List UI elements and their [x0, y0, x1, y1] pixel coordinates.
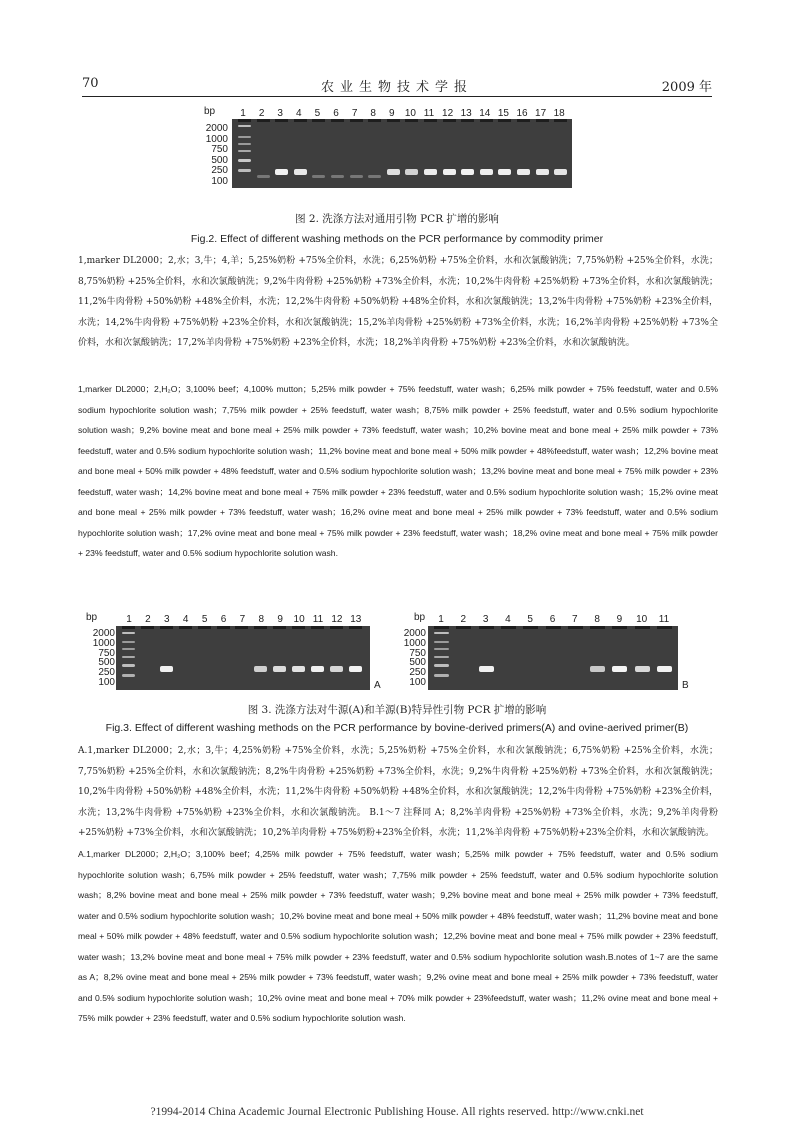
fig3a-well — [160, 626, 173, 629]
fig3b-band — [635, 666, 650, 672]
fig3b-bp-500: 500 — [409, 657, 426, 669]
fig3b-lane-6: 6 — [549, 614, 556, 625]
fig3b-well — [612, 626, 627, 629]
fig3b-bp-label: bp — [414, 612, 426, 623]
fig2-bp-2000: 2000 — [205, 123, 228, 134]
fig3b-band — [434, 632, 449, 634]
fig3a-well — [217, 626, 230, 629]
fig3b-band — [479, 666, 494, 672]
fig3b-band — [590, 666, 605, 672]
fig3a-lane-8: 8 — [258, 614, 265, 625]
fig3b-well — [568, 626, 583, 629]
fig3b-well — [635, 626, 650, 629]
fig3b-well — [501, 626, 516, 629]
fig3b-lane-9: 9 — [616, 614, 623, 625]
fig3b-well — [590, 626, 605, 629]
fig3a-panel-letter: A — [374, 680, 381, 691]
running-header — [82, 76, 712, 96]
fig2-well — [387, 119, 400, 122]
page-number: 70 — [82, 76, 99, 91]
fig3-legend-cn: A.1,marker DL2000；2,水；3,牛；4,25%奶粉 +75%全价料，水洗；5,25%奶粉 +75%全价料，水和次氯酸钠洗；6,75%奶粉 +25%全价料，水洗；7,75%奶粉 +25%全价料，水和次氯酸钠洗；8,2%牛肉骨粉 +25%奶粉 +73%全价料，水洗；9,2%牛肉骨粉 +25%奶粉 +73%全价料，水和次氯酸钠洗；10,2%牛肉骨粉 +50%奶粉 +48%全价料，水洗；11,2%牛肉骨粉 +50%奶粉 +48%全价料，水和次氯酸钠洗；12,2%牛肉骨粉 +75%奶粉 +23%全价料，水洗；13,2%牛肉骨粉 +75%奶粉 +23%全价料，水和次氯酸钠洗。 B.1～7 注释同 A；8,2%羊肉骨粉 +25%奶粉 +73%全价料，水洗；9,2%羊肉骨粉 +25%奶粉 +73%全价料，水和次氯酸钠洗；10,2%羊肉骨粉 +75%奶粉+23%全价料，水洗；11,2%羊肉骨粉 +75%奶粉+23%全价料，水和次氯酸钠洗。 — [78, 746, 718, 838]
fig2-band — [405, 169, 418, 175]
fig2-band — [536, 169, 549, 175]
fig3b-lane-1: 1 — [438, 614, 444, 625]
fig2-lane-10: 10 — [404, 108, 416, 119]
fig3a-lane-9: 9 — [277, 614, 283, 625]
fig3a-lane-6: 6 — [220, 614, 227, 625]
fig2-bp-100: 100 — [211, 176, 228, 187]
fig2-well — [257, 119, 270, 122]
fig3a-lane-4: 4 — [182, 614, 189, 625]
fig2-band — [257, 175, 270, 178]
fig2-lane-17: 17 — [535, 108, 547, 119]
fig3a-well — [235, 626, 248, 629]
fig2-band — [238, 169, 251, 172]
fig2-well — [294, 119, 307, 122]
fig2-well — [536, 119, 549, 122]
fig2-bp-250: 250 — [211, 165, 228, 177]
fig3b-lane-5: 5 — [527, 614, 533, 625]
fig3-caption-en: Fig.3. Effect of different washing methods on the PCR performance by bovine-derived primers(A) and ovine-aerived primer(B) — [105, 722, 689, 734]
fig3a-band — [122, 632, 135, 634]
fig2-band — [443, 169, 456, 175]
fig2-band — [387, 169, 400, 175]
fig2-band — [554, 169, 567, 175]
fig2-band — [238, 150, 251, 152]
fig2-legend-en: 1,marker DL2000；2,H₂O；3,100% beef；4,100% mutton；5,25% milk powder + 75% feedstuff, water wash；6,25% milk powder + 75% feedstuff, water and 0.5% sodium hypochlorite solution wash；7,75% milk powder + 25% feedstuff, water wash；8,75% milk powder + 25% feedstuff, water and 0.5% sodium hypochlorite solution wash；9,2% bovine meat and bone meal + 25% milk powder + 73% feedstuff, water wash；10,2% bovine meat and bone meal + 25% milk powder + 73% feedstuff, water and 0.5% sodium hypochlorite solution wash；11,2% bovine meat and bone meal + 50% milk powder + 48%feedstuff, water wash；12,2% bovine meat and bone meal + 50% milk powder + 48% feedstuff, water and 0.5% sodium hypochlorite solution wash；13,2% bovine meat and bone meal + 75% milk powder + 23% feedstuff, water wash；14,2% bovine meat and bone meal + 75% milk powder + 23% feedstuff, water and 0.5% sodium hypochlorite solution wash；15,2% ovine meat and bone meal + 25% milk powder + 73% feedstuff, water wash；16,2% ovine meat and bone meal + 25% milk powder + 73% feedstuff, water and 0.5% sodium hypochlorite solution wash；17,2% ovine meat and bone meal + 75% milk powder + 23% feedstuff, water wash；18,2% ovine meat and bone meal + 75% milk powder + 23% feedstuff, water and 0.5% sodium hypochlorite solution wash. — [78, 384, 718, 558]
fig2-band — [238, 136, 251, 138]
fig2-band — [498, 169, 511, 175]
fig3b-band — [657, 666, 672, 672]
fig2-well — [312, 119, 325, 122]
fig3a-well — [311, 626, 324, 629]
fig2-lane-2: 2 — [258, 108, 265, 119]
fig3a-well — [141, 626, 154, 629]
fig3a-band — [122, 641, 135, 643]
fig3a-band — [160, 666, 173, 672]
fig3a-well — [349, 626, 362, 629]
fig2-well — [275, 119, 288, 122]
fig3a-lane-10: 10 — [293, 614, 305, 625]
fig2-band — [294, 169, 307, 175]
fig2-band — [480, 169, 493, 175]
fig3a-lane-11: 11 — [312, 614, 324, 625]
fig2-lane-14: 14 — [479, 108, 491, 119]
fig3a-bp-750: 750 — [98, 647, 115, 659]
fig3b-bp-2000: 2000 — [403, 628, 426, 639]
fig3a-band — [122, 664, 135, 667]
fig3a-band — [349, 666, 362, 672]
fig2-band — [238, 125, 251, 127]
fig2-well — [368, 119, 381, 122]
fig2-lane-6: 6 — [333, 108, 339, 119]
fig2-lane-4: 4 — [296, 108, 302, 119]
fig2-band — [238, 143, 251, 145]
fig2-lane-12: 12 — [442, 108, 454, 119]
fig3a-lane-3: 3 — [164, 614, 170, 625]
fig2-lane-5: 5 — [314, 108, 321, 119]
fig3-caption-cn: 图 3. 洗涤方法对牛源(A)和羊源(B)特异性引物 PCR 扩增的影响 — [247, 704, 547, 716]
fig3b-lane-numbers — [0, 614, 794, 626]
fig3a-band — [122, 648, 135, 650]
fig2-band — [350, 175, 363, 178]
fig3b-lane-8: 8 — [594, 614, 600, 625]
fig3b-well — [479, 626, 494, 629]
fig3a-well — [198, 626, 211, 629]
fig3a-bp-100: 100 — [98, 677, 115, 688]
fig2-lane-13: 13 — [460, 108, 472, 119]
fig3a-lane-12: 12 — [331, 614, 343, 625]
fig3b-well — [456, 626, 471, 629]
fig3b-band — [434, 664, 449, 667]
fig3b-well — [546, 626, 561, 629]
fig2-band — [312, 175, 325, 178]
fig3-legend-en: A.1,marker DL2000；2,H₂O；3,100% beef；4,25% milk powder + 75% feedstuff, water wash；5,25% milk powder + 75% feedstuff, water and 0.5% sodium hypochlorite solution wash；6,75% milk powder + 25% feedstuff, water wash；7,75% milk powder + 25% feedstuff, water and 0.5% sodium hypochlorite solution wash；8,2% bovine meat and bone meal + 25% milk powder + 73% feedstuff, water wash；9,2% bovine meat and bone meal + 25% milk powder + 73% feedstuff, water and 0.5% sodium hypochlorite solution wash；10,2% bovine meat and bone meal + 50% milk powder + 48% feedstuff, water wash；11,2% bovine meat and bone meal + 50% milk powder + 48% feedstuff, water and 0.5% sodium hypochlorite solution wash；12,2% bovine meat and bone meal + 75% milk powder + 23% feedstuff, water wash；13,2% bovine meat and bone meal + 75% milk powder + 23% feedstuff, water and 0.5% sodium hypochlorite solution wash.B.notes of 1~7 are the same as A；8,2% ovine meat and bone meal + 25% milk powder + 73% feedstuff, water wash；9,2% ovine meat and bone meal + 25% milk powder + 73% feedstuff, water and 0.5% sodium hypochlorite solution wash；10,2% ovine meat and bone meal + 70% milk powder + 23%feedstuff, water wash；11,2% ovine meat and bone meal + 75% milk powder + 23% feedstuff, water and 0.5% sodium hypochlorite solution wash. — [78, 849, 718, 1023]
fig2-lane-11: 11 — [423, 108, 435, 119]
fig2-lane-7: 7 — [351, 108, 358, 119]
fig3a-well — [292, 626, 305, 629]
fig3b-band — [612, 666, 627, 672]
fig2-caption-en: Fig.2. Effect of different washing methods on the PCR performance by commodity primer — [190, 233, 604, 245]
fig2-lane-3: 3 — [277, 108, 283, 119]
fig2-well — [461, 119, 474, 122]
fig3b-lane-11: 11 — [658, 614, 670, 625]
fig3a-band — [273, 666, 286, 672]
fig3a-bp-2000: 2000 — [92, 628, 115, 639]
fig2-lane-15: 15 — [497, 108, 509, 119]
fig3b-band — [434, 648, 449, 650]
fig3a-lane-2: 2 — [145, 614, 151, 625]
fig3b-lane-3: 3 — [482, 614, 489, 625]
fig3a-well — [330, 626, 343, 629]
fig3b-well — [657, 626, 672, 629]
fig2-band — [517, 169, 530, 175]
fig2-band — [424, 169, 437, 175]
fig3a-lane-1: 1 — [126, 614, 132, 625]
fig3b-bp-750: 750 — [409, 647, 426, 659]
journal-title: 农业生物技术学报 — [320, 80, 473, 95]
fig3a-well — [122, 626, 135, 629]
fig3a-bp-label: bp — [86, 612, 98, 623]
fig2-gel-image — [232, 119, 572, 188]
fig2-band — [461, 169, 474, 175]
copyright-footer: ?1994-2014 China Academic Journal Electronic Publishing House. All rights reserved. http://www.cnki.net — [150, 1106, 644, 1118]
fig2-lane-18: 18 — [553, 108, 565, 119]
fig2-lane-16: 16 — [516, 108, 528, 119]
fig3b-bp-100: 100 — [409, 677, 426, 688]
fig2-band — [331, 175, 344, 178]
fig3a-lane-5: 5 — [201, 614, 208, 625]
fig3b-lane-7: 7 — [572, 614, 578, 625]
fig2-well — [480, 119, 493, 122]
fig3a-band — [292, 666, 305, 672]
fig2-well — [405, 119, 418, 122]
issue-year: 2009 年 — [661, 80, 712, 95]
fig3b-lane-4: 4 — [505, 614, 511, 625]
fig2-well — [238, 119, 251, 122]
fig3b-gel-image — [428, 626, 678, 690]
fig3a-well — [273, 626, 286, 629]
fig2-legend-cn: 1,marker DL2000；2,水；3,牛；4,羊；5,25%奶粉 +75%全价料，水洗；6,25%奶粉 +75%全价料，水和次氯酸钠洗；7,75%奶粉 +25%全价料，水洗；8,75%奶粉 +25%全价料，水和次氯酸钠洗；9,2%牛肉骨粉 +25%奶粉 +73%全价料，水洗；10,2%牛肉骨粉 +25%奶粉 +73%全价料，水和次氯酸钠洗；11,2%牛肉骨粉 +50%奶粉 +48%全价料，水洗；12,2%牛肉骨粉 +50%奶粉 +48%全价料，水和次氯酸钠洗；13,2%牛肉骨粉 +75%奶粉 +23%全价料，水洗；14,2%牛肉骨粉 +75%奶粉 +23%全价料，水和次氯酸钠洗；15,2%羊肉骨粉 +25%奶粉 +73%全价料，水洗；16,2%羊肉骨粉 +25%奶粉 +73%全价料，水和次氯酸钠洗；17,2%羊肉骨粉 +75%奶粉 +23%全价料，水洗；18,2%羊肉骨粉 +75%奶粉 +23%全价料，水和次氯酸钠洗。 — [78, 256, 718, 348]
fig3a-bp-250: 250 — [98, 667, 115, 679]
fig2-band — [368, 175, 381, 178]
fig2-well — [443, 119, 456, 122]
fig3a-band — [330, 666, 343, 672]
fig2-well — [517, 119, 530, 122]
fig2-well — [350, 119, 363, 122]
fig3a-bp-1000: 1000 — [92, 637, 115, 649]
fig3b-well — [434, 626, 449, 629]
fig3b-lane-10: 10 — [636, 614, 648, 625]
fig3a-bp-500: 500 — [98, 657, 115, 669]
fig3b-well — [523, 626, 538, 629]
fig3a-well — [254, 626, 267, 629]
fig2-well — [331, 119, 344, 122]
fig3b-bp-250: 250 — [409, 667, 426, 679]
fig2-lane-8: 8 — [370, 108, 376, 119]
fig2-well — [498, 119, 511, 122]
fig2-band — [238, 159, 251, 162]
fig3a-lane-7: 7 — [239, 614, 246, 625]
fig3a-band — [122, 656, 135, 658]
fig3b-bp-1000: 1000 — [403, 637, 426, 649]
fig3a-gel-image — [116, 626, 370, 690]
fig3a-lane-13: 13 — [350, 614, 362, 625]
header-rule — [82, 96, 712, 97]
fig2-bp-500: 500 — [211, 154, 228, 166]
fig2-lane-1: 1 — [240, 108, 246, 119]
fig3b-lane-2: 2 — [460, 614, 467, 625]
fig2-lane-9: 9 — [389, 108, 395, 119]
fig2-bp-label: bp — [204, 106, 216, 117]
fig3a-band — [254, 666, 267, 672]
fig2-bp-1000: 1000 — [205, 133, 228, 145]
fig3b-band — [434, 641, 449, 643]
fig2-bp-750: 750 — [211, 144, 228, 156]
fig3a-band — [311, 666, 324, 672]
fig2-band — [275, 169, 288, 175]
fig3b-band — [434, 656, 449, 658]
fig3a-band — [122, 674, 135, 677]
fig3a-well — [179, 626, 192, 629]
fig3b-band — [434, 674, 449, 677]
fig2-well — [554, 119, 567, 122]
fig2-well — [424, 119, 437, 122]
fig3b-panel-letter: B — [682, 680, 689, 691]
fig2-caption-cn: 图 2. 洗涤方法对通用引物 PCR 扩增的影响 — [295, 213, 499, 225]
